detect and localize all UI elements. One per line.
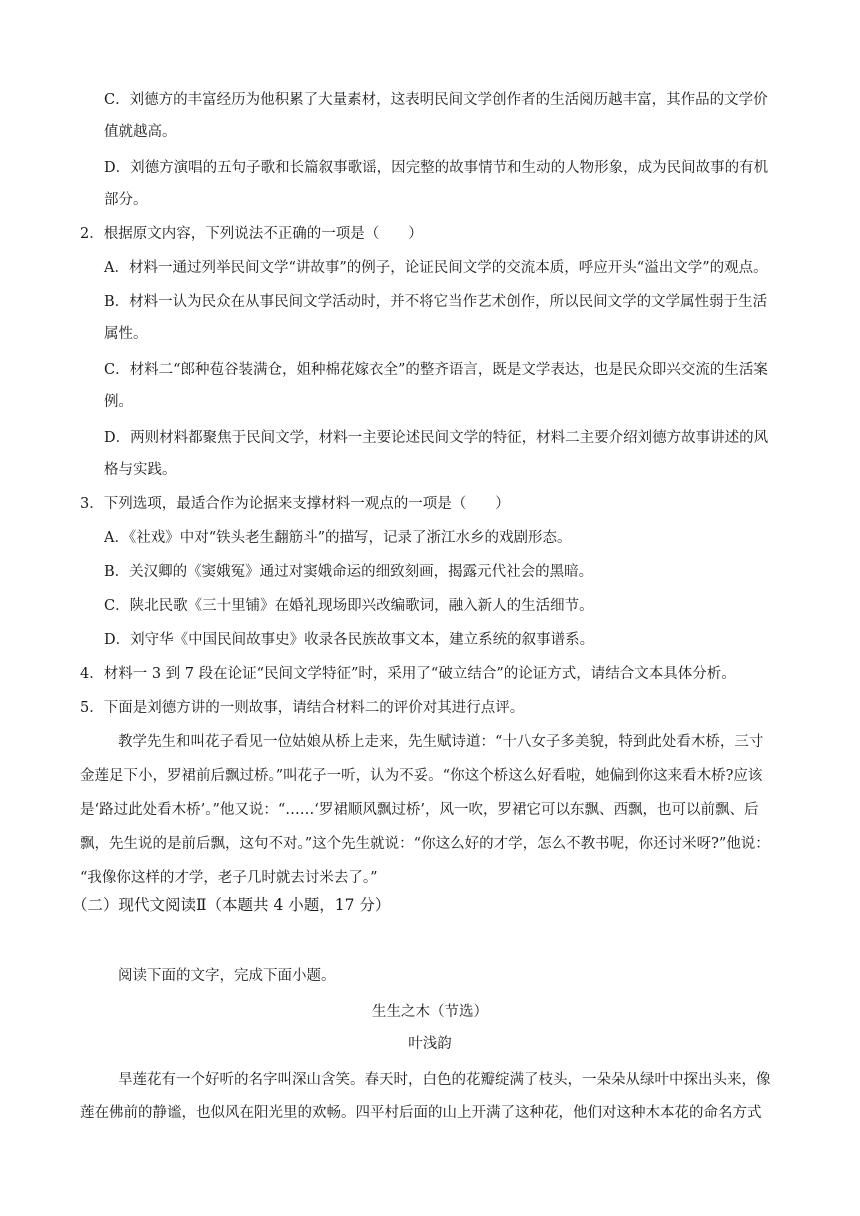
story-paragraph-line2: 金莲足下小，罗裙前后飘过桥。”叫花子一听，认为不妥。“你这个桥这么好看啦，她偏到你这来看木桥?应该 — [80, 768, 763, 784]
story-paragraph-line4: 飘，先生说的是前后飘，这句不对。”这个先生就说：“你这么好的才学，怎么不教书呢，你还讨米呀?”他说： — [80, 836, 770, 852]
article-author: 叶浅韵 — [408, 1036, 452, 1052]
q1-option-c-line2: 值就越高。 — [104, 124, 177, 140]
question-5-stem: 5．下面是刘德方讲的一则故事，请结合材料二的评价对其进行点评。 — [80, 700, 525, 716]
q2-option-b-line1: B．材料一认为民众在从事民间文学活动时，并不将它当作艺术创作，所以民间文学的文学属性弱于生活 — [104, 294, 768, 310]
question-3-stem: 3．下列选项，最适合作为论据来支撑材料一观点的一项是（ ） — [80, 496, 510, 512]
article-paragraph-line2: 莲在佛前的静谧，也似风在阳光里的欢畅。四平村后面的山上开满了这种花，他们对这种木本花的命名方式 — [80, 1105, 762, 1121]
section-heading: （二）现代文阅读Ⅱ（本题共 4 小题，17 分） — [72, 896, 391, 914]
q3-option-c: C．陕北民歌《三十里铺》在婚礼现场即兴改编歌词，融入新人的生活细节。 — [104, 598, 594, 614]
q2-option-b-line2: 属性。 — [104, 326, 148, 342]
q2-option-d-line1: D．两则材料都聚焦于民间文学，材料一主要论述民间文学的特征，材料二主要介绍刘德方故事讲述的风 — [104, 430, 769, 446]
q3-option-d: D．刘守华《中国民间故事史》收录各民族故事文本，建立系统的叙事谱系。 — [104, 632, 595, 648]
story-paragraph-line3: 是‘路过此处看木桥’。”他又说：“……‘罗裙顺风飘过桥’，风一吹，罗裙它可以东飘、西飘，也可以前飘、后 — [80, 802, 759, 818]
q2-option-a: A．材料一通过列举民间文学“讲故事”的例子，论证民间文学的交流本质，呼应开头“溢出文学”的观点。 — [104, 260, 768, 276]
article-title: 生生之木（节选） — [372, 1004, 488, 1020]
question-4-stem: 4．材料一 3 到 7 段在论证“民间文学特征”时，采用了“破立结合”的论证方式，请结合文本具体分析。 — [80, 666, 736, 682]
q3-option-b: B．关汉卿的《窦娥冤》通过对窦娥命运的细致刻画，揭露元代社会的黑暗。 — [104, 564, 594, 580]
q1-option-d-line2: 部分。 — [104, 192, 148, 208]
question-2-stem: 2．根据原文内容，下列说法不正确的一项是（ ） — [80, 226, 423, 242]
reading-instruction: 阅读下面的文字，完成下面小题。 — [118, 968, 336, 984]
story-paragraph-line1: 教学先生和叫花子看见一位姑娘从桥上走来，先生赋诗道：“十八女子多美貌，特到此处看木桥，三寸 — [118, 734, 764, 750]
q2-option-c-line1: C．材料二“郎种苞谷装满仓，姐种棉花嫁衣全”的整齐语言，既是文学表达，也是民众即兴交流的生活案 — [104, 362, 768, 378]
q3-option-a: A．《社戏》中对“铁头老生翻筋斗”的描写，记录了浙江水乡的戏剧形态。 — [104, 530, 572, 546]
article-paragraph-line1: 旱莲花有一个好听的名字叫深山含笑。春天时，白色的花瓣绽满了枝头，一朵朵从绿叶中探出头来，像 — [118, 1072, 771, 1088]
q2-option-d-line2: 格与实践。 — [104, 462, 177, 478]
q1-option-c-line1: C．刘德方的丰富经历为他积累了大量素材，这表明民间文学创作者的生活阅历越丰富，其作品的文学价 — [104, 92, 768, 108]
q2-option-c-line2: 例。 — [104, 394, 133, 410]
q1-option-d-line1: D．刘德方演唱的五句子歌和长篇叙事歌谣，因完整的故事情节和生动的人物形象，成为民间故事的有机 — [104, 160, 769, 176]
story-paragraph-line5: “我像你这样的才学，老子几时就去讨米去了。” — [80, 870, 378, 886]
